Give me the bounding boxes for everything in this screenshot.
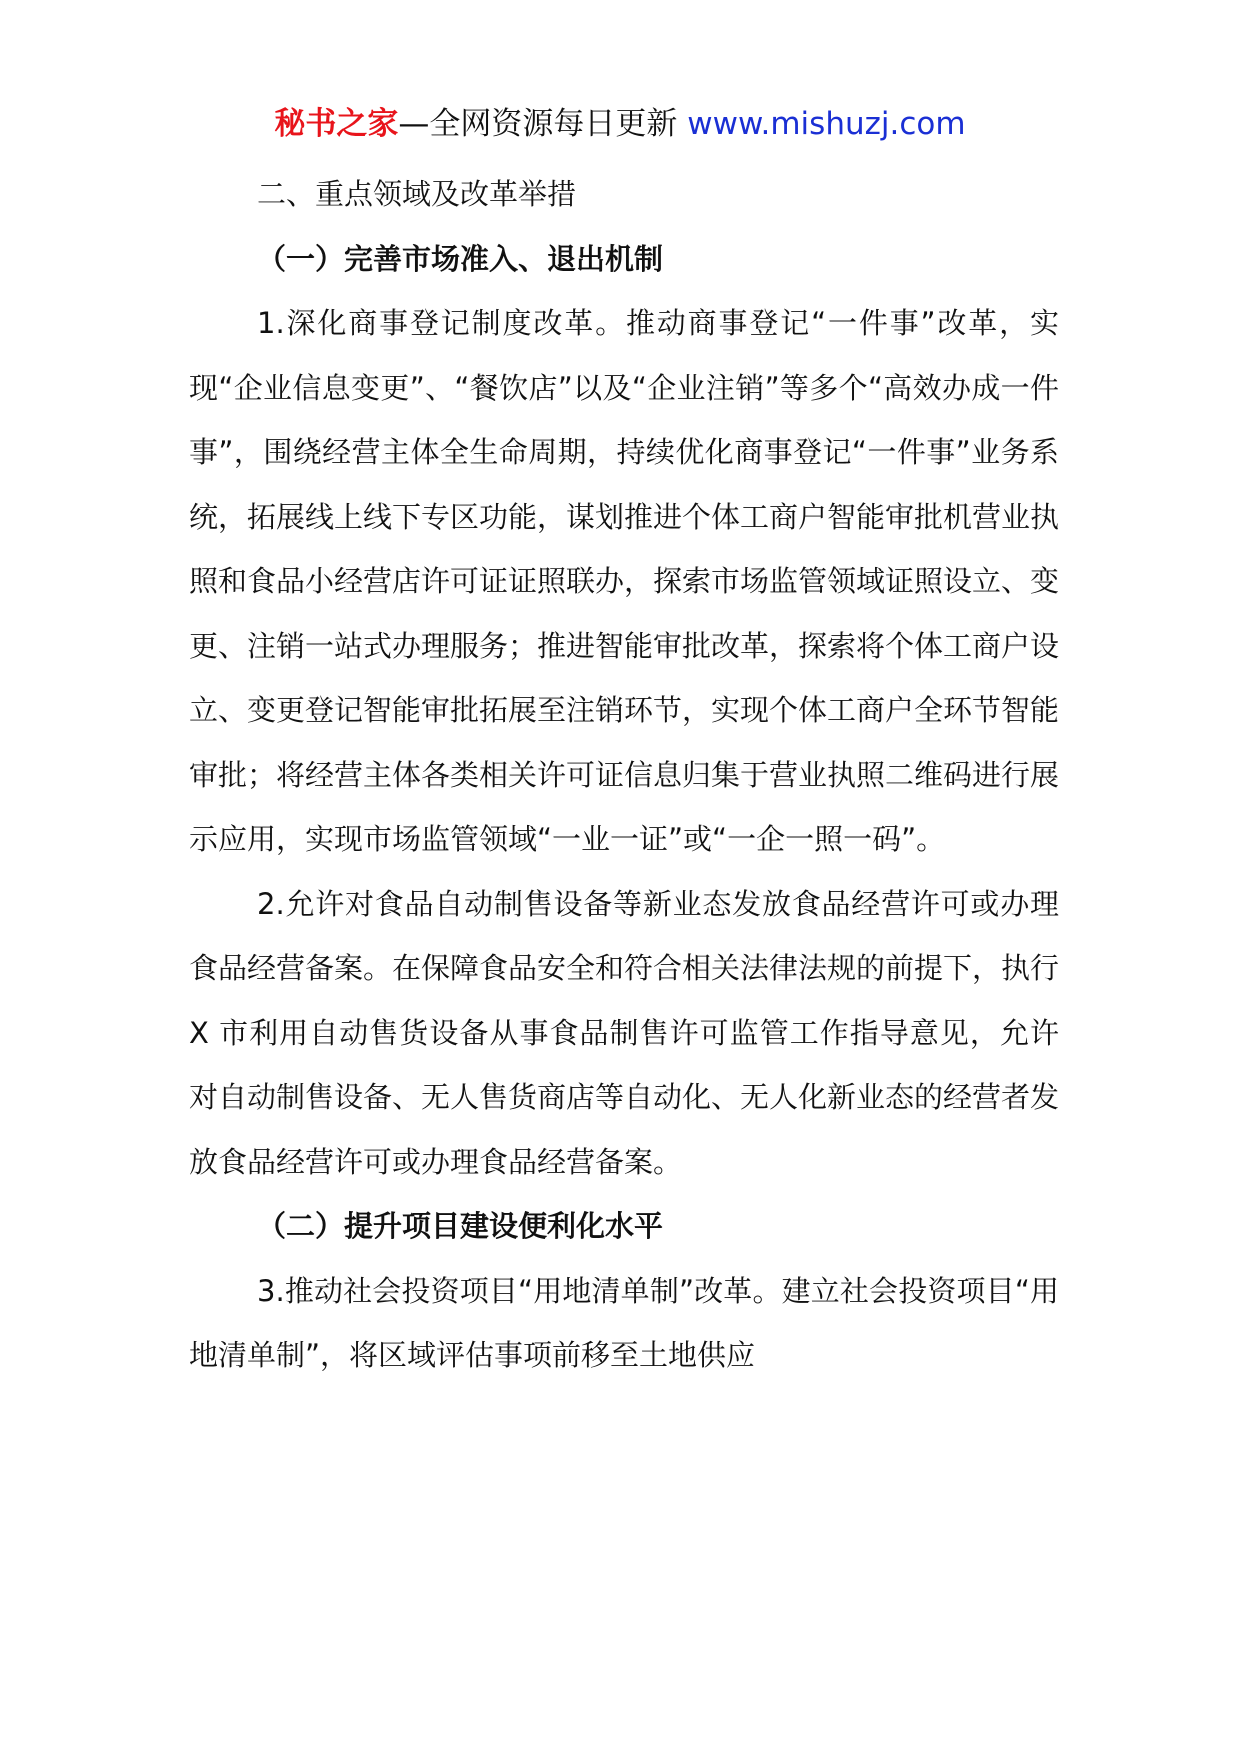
header-slogan: —全网资源每日更新: [398, 106, 688, 142]
header-brand: 秘书之家: [274, 106, 399, 142]
subsection-heading-2: （二）提升项目建设便利化水平: [257, 1209, 664, 1243]
subsection-heading-1: （一）完善市场准入、退出机制: [257, 241, 664, 276]
page-header: [0, 102, 1240, 146]
document-body: [189, 162, 1059, 1388]
paragraph-1: 1.深化商事登记制度改革。推动商事登记“一件事”改革，实现“企业信息变更”、“餐饮店”以及“企业注销”等多个“高效办成一件事”，围绕经营主体全生命周期，持续优化商事登记“一件事”业务系统，拓展线上线下专区功能，谋划推进个体工商户智能审批机营业执照和食品小经营店许可证证照联办，探索市场监管领域证照设立、变更、注销一站式办理服务；推进智能审批改革，探索将个体工商户设立、变更登记智能审批拓展至注销环节，实现个体工商户全环节智能审批；将经营主体各类相关许可证信息归集于营业执照二维码进行展示应用，实现市场监管领域“一业一证”或“一企一照一码”。: [189, 306, 1060, 856]
paragraph-2: 2.允许对食品自动制售设备等新业态发放食品经营许可或办理食品经营备案。在保障食品安全和符合相关法律法规的前提下，执行 X 市利用自动售货设备从事食品制售许可监管工作指导意见，允许对自动制售设备、无人售货商店等自动化、无人化新业态的经营者发放食品经营许可或办理食品经营备案。: [189, 886, 1060, 1179]
section-heading: 二、重点领域及改革举措: [257, 177, 577, 211]
header-url: www.mishuzj.com: [687, 106, 966, 142]
paragraph-3: 3.推动社会投资项目“用地清单制”改革。建立社会投资项目“用地清单制”，将区域评估事项前移至土地供应: [189, 1273, 1059, 1372]
